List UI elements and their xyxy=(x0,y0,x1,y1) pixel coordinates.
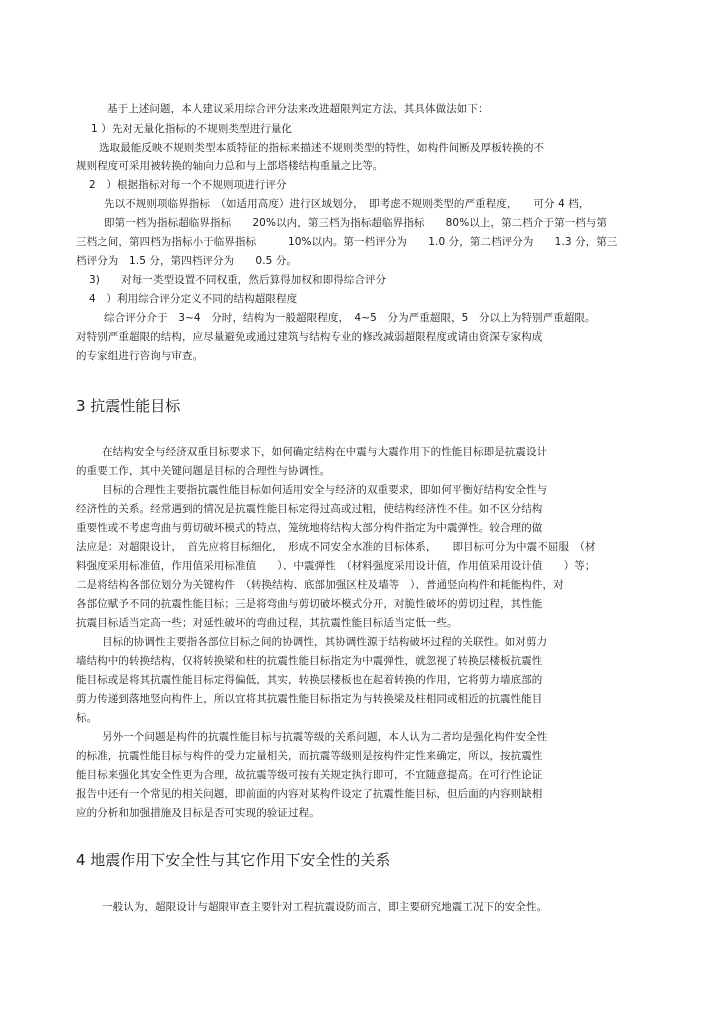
list-item-line: 1 ）先对无量化指标的不规则类型进行量化 xyxy=(91,123,293,135)
paragraph-line: 墙结构中的转换结构，仅将转换梁和柱的抗震性能目标指定为中震弹性，就忽视了转换层楼板抗震性 xyxy=(76,655,543,667)
paragraph-line: 三档之间，第四档为指标小于临界指标 10%以内。第一档评分为 1.0 分，第二档评分为 1.3 分，第三 xyxy=(76,236,618,248)
paragraph-line: 各部位赋予不同的抗震性能目标；三是将弯曲与剪切破坏模式分开，对脆性破坏的剪切过程，其性能 xyxy=(76,598,543,610)
paragraph-line: 规则程度可采用被转换的轴向力总和与上部塔楼结构重量之比等。 xyxy=(76,160,384,172)
paragraph-line: 的标准，抗震性能目标与构件的受力定量相关，而抗震等级则是按构件定性来确定，所以，按抗震性 xyxy=(76,750,543,762)
paragraph-line: 报告中还有一个常见的相关问题，即前面的内容对某构件设定了抗震性能目标，但后面的内容则缺相 xyxy=(76,788,543,800)
paragraph-line: 经济性的关系。经常遇到的情况是抗震性能目标定得过高或过粗，使结构经济性不佳。如不区分结构 xyxy=(76,503,543,515)
paragraph-line: 基于上述问题，本人建议采用综合评分法来改进超限判定方法，其具体做法如下： xyxy=(107,103,489,115)
paragraph-line: 二是将结构各部位划分为关键构件 （转换结构、底部加强区柱及墙等 ）、普通竖向构件和耗能构件，对 xyxy=(76,579,564,591)
paragraph-line: 目标的协调性主要指各部位目标之间的协调性，其协调性源于结构破坏过程的关联性。如对剪力 xyxy=(102,636,548,648)
paragraph-line: 先以不规则项临界指标 （如适用高度）进行区域划分， 即考虑不规则类型的严重程度， 可分 4 档， xyxy=(104,198,590,210)
paragraph-line: 料强度采用标准值，作用值采用标准值 ）、中震弹性 （材料强度采用设计值，作用值采用设计值 ）等； xyxy=(76,560,596,572)
paragraph-line: 对特别严重超限的结构，应尽量避免或通过建筑与结构专业的修改减弱超限程度或请由资深专家构成 xyxy=(76,331,543,343)
list-item-line: 2 ）根据指标对每一个不规则项进行评分 xyxy=(89,179,287,191)
paragraph-line: 重要性或不考虑弯曲与剪切破坏模式的特点，笼统地将结构大部分构件指定为中震弹性。较合理的做 xyxy=(76,522,543,534)
section-heading-4: 4 地震作用下安全性与其它作用下安全性的关系 xyxy=(76,851,391,869)
paragraph-line: 抗震目标适当定高一些；对延性破坏的弯曲过程，其抗震性能目标适当定低一些。 xyxy=(76,617,458,629)
paragraph-line: 目标的合理性主要指抗震性能目标如何适用安全与经济的双重要求，即如何平衡好结构安全性与 xyxy=(102,484,548,496)
paragraph-line: 能目标来强化其安全性更为合理，故抗震等级可按有关规定执行即可，不宜随意提高。在可行性论证 xyxy=(76,769,543,781)
paragraph-line: 即第一档为指标超临界指标 20%以内，第三档为指标超临界指标 80%以上，第二档介于第一档与第 xyxy=(104,217,608,229)
paragraph-line: 一般认为，超限设计与超限审查主要针对工程抗震设防而言，即主要研究地震工况下的安全性。 xyxy=(102,901,548,913)
paragraph-line: 剪力传递到落地竖向构件上，所以宜将其抗震性能目标指定为与转换梁及柱相同或相近的抗震性能目 xyxy=(76,693,543,705)
paragraph-line: 标。 xyxy=(76,712,98,724)
paragraph-line: 在结构安全与经济双重目标要求下，如何确定结构在中震与大震作用下的性能目标即是抗震设计 xyxy=(102,446,548,458)
paragraph-line: 能目标或是将其抗震性能目标定得偏低，其实，转换层楼板也在起着转换的作用，它将剪力墙底部的 xyxy=(76,674,543,686)
paragraph-line: 档评分为 1.5 分，第四档评分为 0.5 分。 xyxy=(76,255,298,267)
paragraph-line: 的重要工作，其中关键问题是目标的合理性与协调性。 xyxy=(76,465,331,477)
paragraph-line: 另外一个问题是构件的抗震性能目标与抗震等级的关系问题，本人认为二者均是强化构件安全性 xyxy=(102,731,548,743)
list-item-line: 4 ）利用综合评分定义不同的结构超限程度 xyxy=(89,293,298,305)
paragraph-line: 选取最能反映不规则类型本质特征的指标来描述不规则类型的特性，如构件间断及厚板转换的不 xyxy=(99,142,545,154)
paragraph-line: 综合评分介于 3~4 分时，结构为一般超限程度， 4~5 分为严重超限，5 分以上为特别严重超限。 xyxy=(104,312,596,324)
paragraph-line: 法应是：对超限设计， 首先应将目标细化， 形成不同安全水准的目标体系， 即目标可分为中震不屈服 （材 xyxy=(76,541,596,553)
paragraph-line: 应的分析和加强措施及目标是否可实现的验证过程。 xyxy=(76,807,320,819)
section-heading-3: 3 抗震性能目标 xyxy=(76,397,181,415)
paragraph-line: 的专家组进行咨询与审查。 xyxy=(76,350,204,362)
list-item-line: 3) 对每一类型设置不同权重，然后算得加权和即得综合评分 xyxy=(89,274,387,286)
